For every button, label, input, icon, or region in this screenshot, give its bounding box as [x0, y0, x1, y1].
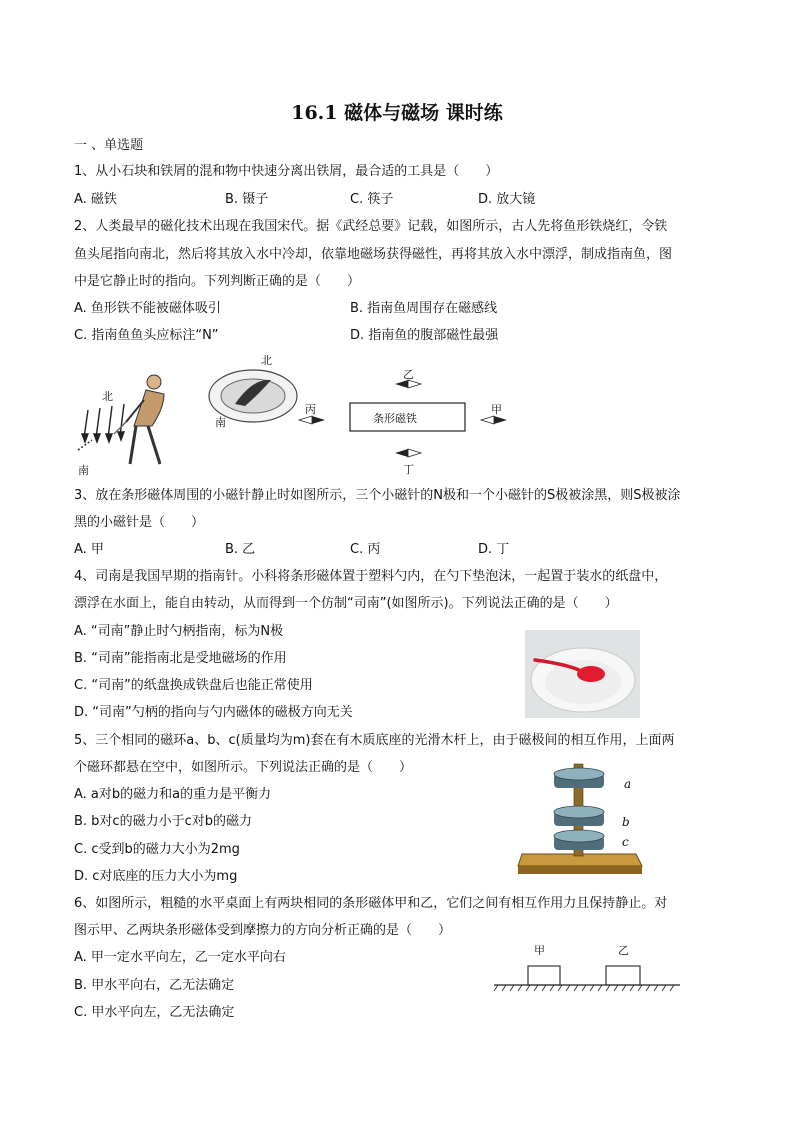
q2-figure-bowl [205, 352, 300, 432]
fish-row-icons [78, 404, 124, 450]
q2-option-d[interactable]: D. 指南鱼的腹部磁性最强 [350, 328, 499, 343]
q6-fig-label-jia: 甲 [534, 944, 545, 957]
q4-option-c[interactable]: C. “司南”的纸盘换成铁盘后也能正常使用 [74, 678, 313, 693]
q6-stem-line-1: 6、如图所示，粗糙的水平桌面上有两块相同的条形磁体甲和乙，它们之间有相互作用力且保持静止。对 [74, 896, 668, 911]
q1-option-b[interactable]: B. 镊子 [225, 192, 269, 207]
q2-option-c[interactable]: C. 指南鱼鱼头应标注“N” [74, 328, 219, 343]
q2-option-b[interactable]: B. 指南鱼周围存在磁感线 [350, 301, 498, 316]
q3-figure [295, 365, 525, 480]
q4-option-d[interactable]: D. “司南”勺柄的指向与勺内磁体的磁极方向无关 [74, 705, 353, 720]
q2-fig-south-label: 南 [78, 464, 89, 477]
q4-stem-line-1: 4、司南是我国早期的指南针。小科将条形磁体置于塑料勺内，在勺下垫泡沫，一起置于装水的纸盘中， [74, 569, 668, 584]
q2-bowl-south-label: 南 [215, 416, 226, 429]
page-title: 16.1 磁体与磁场 课时练 [291, 102, 503, 124]
q6-stem-line-2: 图示甲、乙两块条形磁体受到摩擦力的方向分析正确的是（ ） [74, 923, 452, 938]
q2-fig-north-label: 北 [102, 390, 113, 403]
q3-stem-line-2: 黑的小磁针是（ ） [74, 515, 205, 530]
magnet-jia [528, 966, 560, 985]
needle-right-icon [481, 416, 507, 424]
q5-option-a[interactable]: A. a对b的磁力和a的重力是平衡力 [74, 787, 272, 802]
q4-figure-spoon [525, 630, 640, 718]
ring-b-label: b [622, 815, 630, 829]
q4-stem-line-2: 漂浮在水面上，能自由转动，从而得到一个仿制“司南”(如图所示)。下列说法正确的是（ ） [74, 596, 618, 611]
needle-top-icon [395, 380, 421, 388]
ring-a-label: a [624, 777, 632, 791]
ring-c-icon [554, 830, 604, 850]
q5-stem-line-1: 5、三个相同的磁环a、b、c(质量均为m)套在有木质底座的光滑木杆上，由于磁极间的相互作用，上面两 [74, 733, 675, 748]
q2-stem-line-3: 中是它静止时的指向。下列判断正确的是（ ） [74, 274, 361, 289]
q2-bowl-north-label: 北 [261, 354, 272, 367]
needle-bottom-label: 丁 [403, 463, 414, 476]
bar-magnet-label: 条形磁铁 [373, 412, 417, 425]
q6-figure-table [490, 940, 685, 998]
needle-left-icon [299, 416, 325, 424]
q4-option-b[interactable]: B. “司南”能指南北是受地磁场的作用 [74, 651, 287, 666]
q3-stem-line-1: 3、放在条形磁体周围的小磁针静止时如图所示，三个小磁针的N极和一个小磁针的S极被涂黑，则S极被涂 [74, 488, 681, 503]
q2-stem-line-1: 2、人类最早的磁化技术出现在我国宋代。据《武经总要》记载，如图所示，古人先将鱼形铁烧红，令铁 [74, 219, 668, 234]
q5-stem-line-2: 个磁环都悬在空中，如图所示。下列说法正确的是（ ） [74, 760, 413, 775]
q1-option-d[interactable]: D. 放大镜 [478, 192, 536, 207]
q1-option-c[interactable]: C. 筷子 [350, 192, 394, 207]
q3-option-d[interactable]: D. 丁 [478, 542, 510, 557]
ring-a-icon [554, 768, 604, 788]
q6-option-a[interactable]: A. 甲一定水平向左，乙一定水平向右 [74, 950, 286, 965]
ring-c-label: c [622, 835, 629, 849]
table-hatching [494, 985, 674, 991]
q6-fig-label-yi: 乙 [618, 944, 629, 957]
q2-figure-man [74, 360, 194, 478]
q2-stem-line-2: 鱼头尾指向南北，然后将其放入水中冷却，依靠地磁场获得磁性，再将其放入水中漂浮，制成指南鱼，图 [74, 247, 673, 262]
q5-option-d[interactable]: D. c对底座的压力大小为mg [74, 869, 238, 884]
q3-option-c[interactable]: C. 丙 [350, 542, 381, 557]
ring-b-icon [554, 806, 604, 826]
q2-option-a[interactable]: A. 鱼形铁不能被磁体吸引 [74, 301, 221, 316]
magnet-yi [606, 966, 640, 985]
q5-option-b[interactable]: B. b对c的磁力小于c对b的磁力 [74, 814, 252, 829]
q3-option-b[interactable]: B. 乙 [225, 542, 256, 557]
q6-option-c[interactable]: C. 甲水平向左，乙无法确定 [74, 1005, 235, 1020]
q1-stem: 1、从小石块和铁屑的混和物中快速分离出铁屑，最合适的工具是（ ） [74, 164, 499, 179]
needle-bottom-icon [395, 449, 421, 457]
q1-option-a[interactable]: A. 磁铁 [74, 192, 117, 207]
needle-top-label: 乙 [403, 368, 414, 381]
q5-figure-rings [518, 762, 643, 878]
needle-right-label: 甲 [491, 403, 502, 416]
needle-left-label: 丙 [305, 403, 316, 416]
q5-option-c[interactable]: C. c受到b的磁力大小为2mg [74, 842, 240, 857]
q3-option-a[interactable]: A. 甲 [74, 542, 104, 557]
section-heading: 一 、单选题 [74, 138, 144, 153]
q4-option-a[interactable]: A. “司南”静止时勺柄指南，标为N极 [74, 624, 284, 639]
q6-option-b[interactable]: B. 甲水平向右，乙无法确定 [74, 978, 235, 993]
